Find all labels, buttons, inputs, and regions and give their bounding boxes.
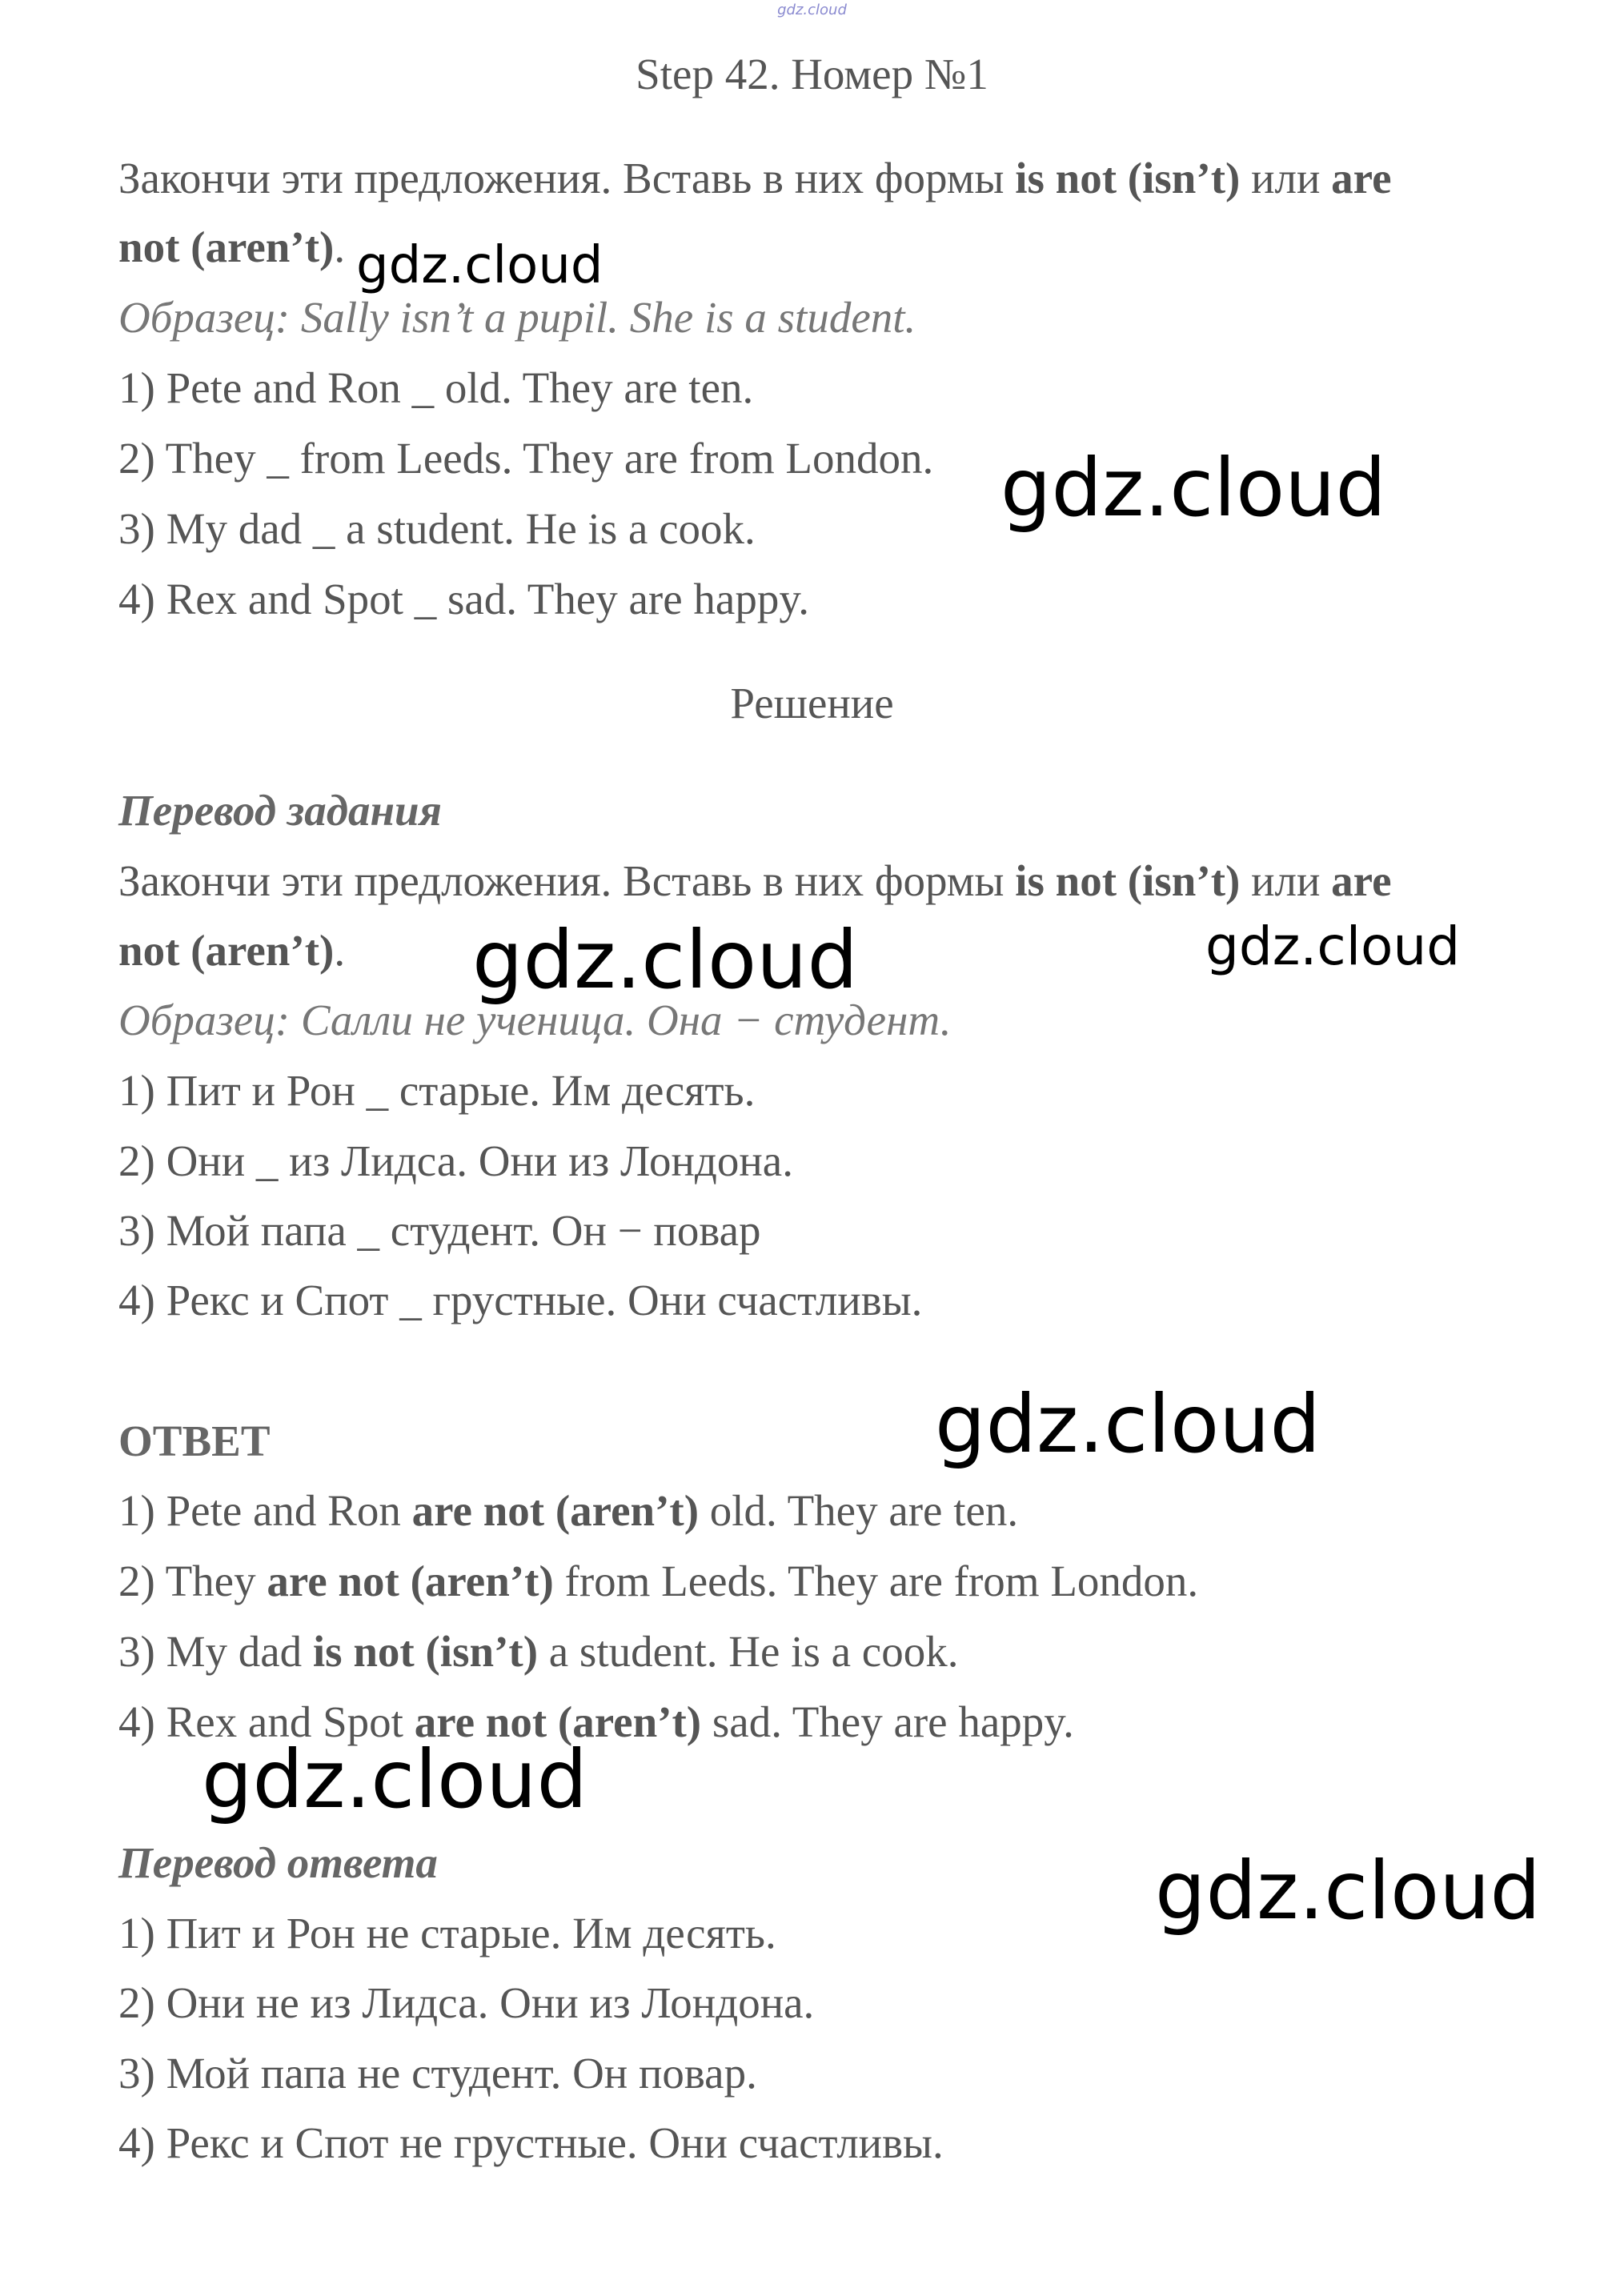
task-instruction-line-2 [118, 221, 345, 274]
answer-item-4-bold: are not (aren’t) [414, 1697, 702, 1746]
translation-item-3: 3) Мой папа _ студент. Он − повар [118, 1206, 761, 1255]
translation-example: Образец: Салли не ученица. Она − студент. [118, 996, 952, 1044]
task-instruction-isnt: is not (isn’t) [1015, 154, 1241, 202]
watermark: gdz.cloud [935, 1377, 1321, 1471]
translation-instruction-arent: not (aren’t) [118, 926, 335, 975]
answer-item-4-pre: 4) Rex and Spot [118, 1697, 415, 1746]
answer-translation-item-1: 1) Пит и Рон не старые. Им десять. [118, 1909, 776, 1957]
task-item-2: 2) They _ from Leeds. They are from London. [118, 434, 934, 483]
answer-translation-item-2: 2) Они не из Лидса. Они из Лондона. [118, 1978, 815, 2027]
task-example: Образец: Sally isn’t a pupil. She is a student. [118, 293, 916, 342]
task-instruction-or: или [1240, 154, 1332, 202]
answer-item-2-pre: 2) They [118, 1557, 267, 1605]
translation-instruction-text: Закончи эти предложения. Вставь в них формы [118, 856, 1016, 905]
task-instruction-line-1 [118, 152, 1392, 205]
answer-item-2-bold: are not (aren’t) [267, 1557, 554, 1605]
answer-translation-heading: Перевод ответа [118, 1838, 438, 1887]
answer-translation-item-3: 3) Мой папа не студент. Он повар. [118, 2049, 757, 2098]
task-instruction-text: Закончи эти предложения. Вставь в них формы [118, 154, 1016, 202]
answer-item-1-pre: 1) Pete and Ron [118, 1486, 412, 1535]
answer-item-3-post: a student. He is a cook. [538, 1627, 959, 1676]
answer-item-3-pre: 3) My dad [118, 1627, 313, 1676]
translation-item-4: 4) Рекс и Спот _ грустные. Они счастливы. [118, 1276, 923, 1324]
translation-heading: Перевод задания [118, 786, 442, 835]
task-instruction-are: are [1331, 154, 1392, 202]
page-title: Step 42. Номер №1 [636, 50, 988, 98]
answer-translation-item-4: 4) Рекс и Спот не грустные. Они счастливы. [118, 2118, 944, 2167]
translation-item-1: 1) Пит и Рон _ старые. Им десять. [118, 1066, 756, 1115]
answer-item-1-bold: are not (aren’t) [411, 1486, 700, 1535]
task-item-3: 3) My dad _ a student. He is a cook. [118, 504, 756, 553]
answer-item-2 [118, 1555, 1198, 1608]
watermark: gdz.cloud [356, 236, 603, 295]
task-item-1: 1) Pete and Ron _ old. They are ten. [118, 363, 754, 412]
answer-item-3-bold: is not (isn’t) [312, 1627, 539, 1676]
answer-item-3 [118, 1625, 958, 1678]
translation-instruction-isnt: is not (isn’t) [1015, 856, 1241, 905]
answer-item-2-post: from Leeds. They are from London. [553, 1557, 1199, 1605]
solution-label: Решение [730, 679, 894, 727]
task-instruction-arent: not (aren’t) [118, 222, 335, 271]
top-watermark: gdz.cloud [777, 2, 847, 18]
watermark: gdz.cloud [1000, 441, 1387, 535]
answer-item-1-post: old. They are ten. [699, 1486, 1019, 1535]
answer-item-4-post: sad. They are happy. [701, 1697, 1074, 1746]
watermark: gdz.cloud [1155, 1844, 1542, 1937]
answer-heading: ОТВЕТ [118, 1416, 271, 1465]
translation-instruction-line-2 [118, 924, 345, 977]
translation-instruction-period: . [334, 926, 346, 975]
watermark: gdz.cloud [472, 913, 859, 1007]
task-item-4: 4) Rex and Spot _ sad. They are happy. [118, 575, 810, 623]
translation-instruction-line-1 [118, 855, 1392, 908]
answer-item-1 [118, 1485, 1018, 1537]
translation-item-2: 2) Они _ из Лидса. Они из Лондона. [118, 1136, 793, 1185]
translation-instruction-or: или [1240, 856, 1332, 905]
translation-instruction-are: are [1331, 856, 1392, 905]
task-instruction-period: . [334, 222, 346, 271]
watermark: gdz.cloud [1205, 916, 1461, 977]
watermark: gdz.cloud [202, 1733, 588, 1826]
